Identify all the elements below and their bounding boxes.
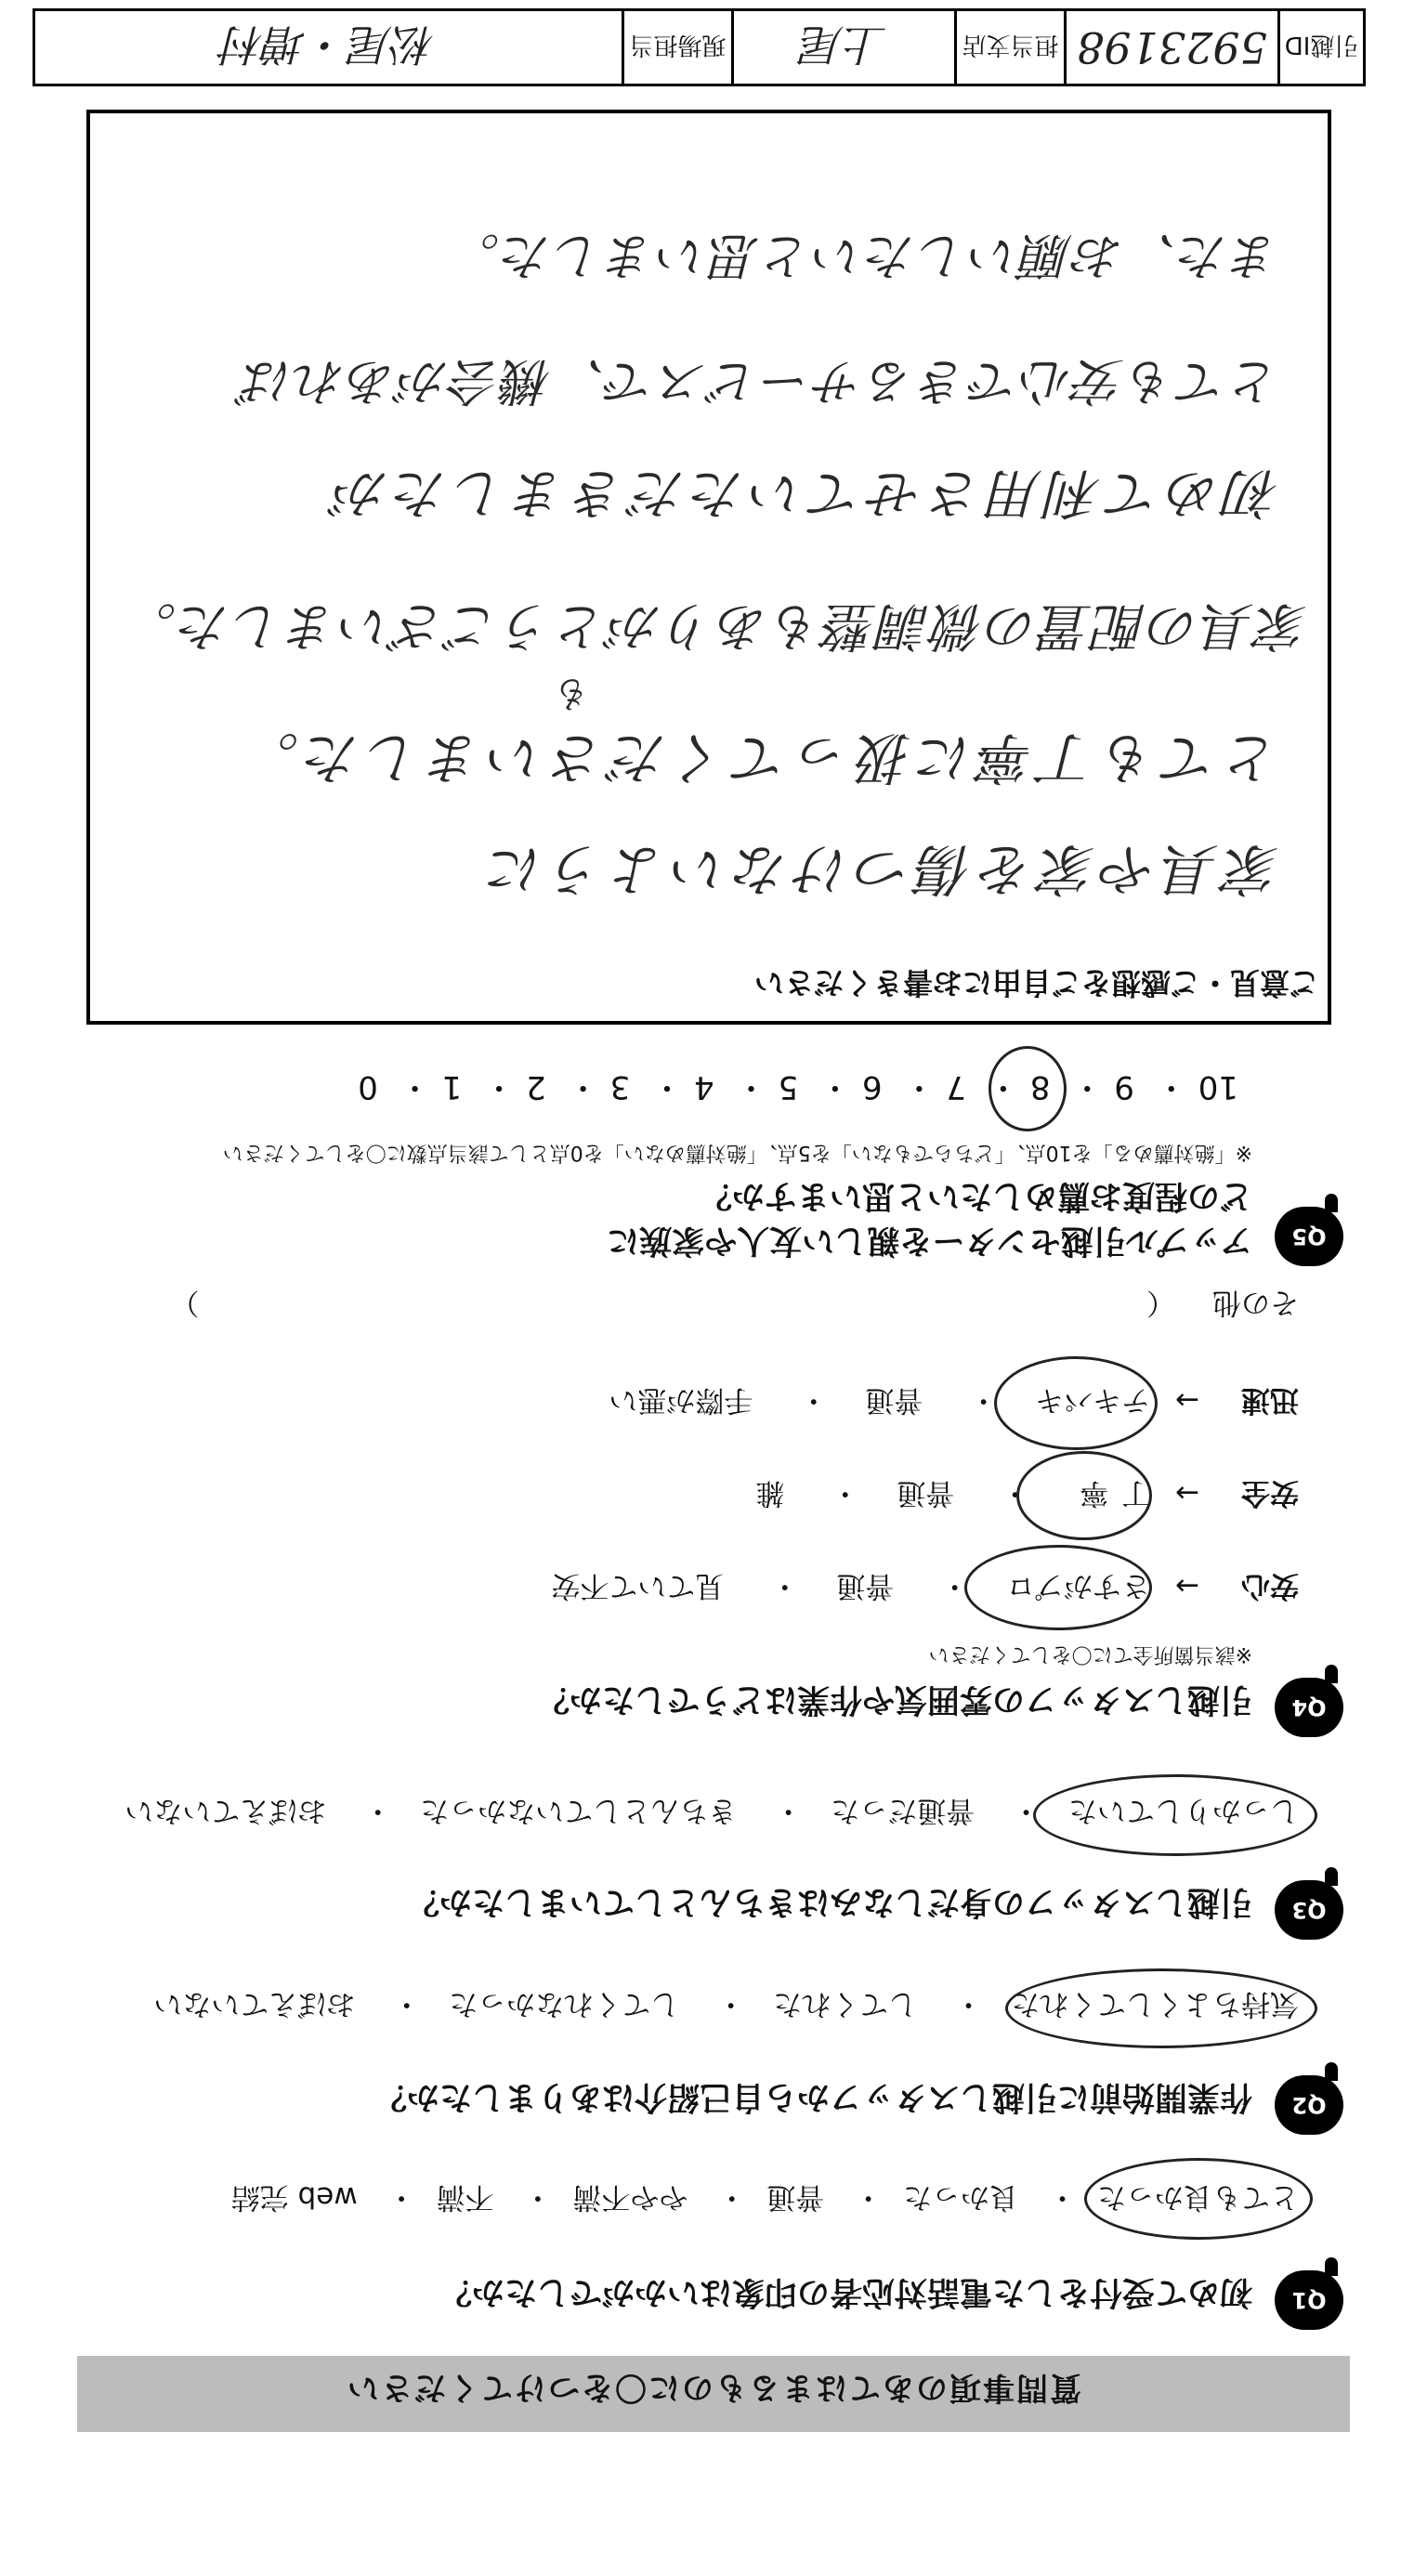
q4-row-label: 安心	[1241, 1569, 1299, 1602]
q5-score-0[interactable]: 0	[358, 1068, 378, 1105]
q3-option-3[interactable]: きちんとしていなかった	[420, 1794, 738, 1827]
q5-score-8[interactable]: 8	[1029, 1068, 1051, 1105]
q4-anshin-selection-circle	[964, 1545, 1152, 1630]
q4-anzen-opt-3[interactable]: 雑	[755, 1476, 785, 1510]
q3-options: しっかりしていた・ 普通だった・ きちんとしていなかった・ おぼえていない	[124, 1793, 1299, 1835]
q5-score-3[interactable]: 3	[609, 1068, 631, 1105]
comment-line-3: 家具の配置の微調整もありがとうございました。	[123, 595, 1308, 656]
q5-score-7[interactable]: 7	[946, 1068, 967, 1105]
q1-selection-circle	[1084, 2158, 1313, 2240]
q4-other-close: ）	[170, 1286, 200, 1319]
q4-row-label: 迅速	[1241, 1383, 1299, 1417]
q5-selection-circle	[989, 1046, 1067, 1131]
q4-jinsoku-selection-circle	[994, 1356, 1158, 1450]
q3-option-1[interactable]: しっかりしていた	[1068, 1794, 1299, 1827]
q4-other-open: （	[1146, 1286, 1176, 1319]
branch-value: 上尾	[801, 20, 887, 70]
q4-anshin-opt-1[interactable]: さすがプロ	[1006, 1569, 1151, 1602]
staff-info-table	[33, 8, 1366, 86]
q2-option-2[interactable]: してくれた	[773, 1987, 918, 2020]
q4-row-jinsoku: 迅速→ テキパキ・ 普通・ 手際が悪い	[609, 1382, 1299, 1424]
q4-badge: Q4	[1275, 1678, 1343, 1737]
comment-line-1: 家具や家を傷つけないように	[483, 836, 1280, 901]
q1-option-2[interactable]: 良かった	[903, 2180, 1019, 2214]
instruction-text: 質問事項のあてはまるものに〇をつけてください	[346, 2369, 1081, 2406]
q4-anzen-opt-2[interactable]: 普通	[897, 1476, 955, 1510]
instruction-banner	[77, 2356, 1350, 2432]
comment-line-2: とても丁寧に扱ってくださいました。	[238, 725, 1280, 790]
q4-anzen-opt-1[interactable]: 丁寧	[1067, 1476, 1151, 1510]
q4-row-anshin: 安心→ さすがプロ・ 普通・ 見ていて不安	[551, 1568, 1299, 1610]
comment-line-4: 初めて利用させていただきましたが	[328, 462, 1280, 525]
q4-jinsoku-opt-3[interactable]: 手際が悪い	[609, 1383, 753, 1417]
q4-row-label: 安全	[1241, 1476, 1299, 1510]
q3-option-4[interactable]: おぼえていない	[124, 1794, 327, 1827]
q5-scale: 10・ 9・ 8・ 7・ 6・ 5・ 4・ 3・ 2・ 1・ 0	[358, 1068, 1238, 1105]
field-leader-value: 松尾・増村	[221, 20, 436, 70]
q3-selection-circle	[1033, 1774, 1317, 1856]
q2-selection-circle	[1005, 1968, 1317, 2048]
q4-note: ※該当箇所全てに〇をしてください	[928, 1642, 1252, 1666]
q1-option-3[interactable]: 普通	[766, 2180, 825, 2214]
q1-option-1[interactable]: とても良かった	[1097, 2180, 1299, 2214]
q4-jinsoku-opt-2[interactable]: 普通	[865, 1383, 923, 1417]
q2-badge: Q2	[1275, 2075, 1343, 2135]
q4-anshin-opt-3[interactable]: 見ていて不安	[551, 1569, 725, 1602]
q5-score-1[interactable]: 1	[441, 1068, 463, 1105]
q2-option-1[interactable]: 気持ちよくしてくれた	[1011, 1987, 1299, 2020]
field-leader-label: 現場担当	[629, 31, 727, 59]
q3-question: 引越しスタッフの身だしなみはきちんとしていましたか？	[406, 1883, 1252, 1920]
comment-line-6: また、お願いしたいと思いました。	[448, 227, 1280, 285]
q2-question: 作業開始前に引越しスタッフから自己紹介はありましたか？	[373, 2078, 1252, 2115]
q4-anzen-selection-circle	[1016, 1451, 1152, 1540]
q5-score-2[interactable]: 2	[526, 1068, 546, 1105]
q5-score-9[interactable]: 9	[1114, 1068, 1134, 1105]
q3-badge: Q3	[1275, 1880, 1343, 1940]
q1-option-6[interactable]: web 完結	[230, 2180, 358, 2214]
q2-option-4[interactable]: おぼえていない	[153, 1987, 356, 2020]
q5-question-line1: アップル引越センターを親しい友人や家族に	[607, 1222, 1252, 1259]
q5-score-10[interactable]: 10	[1198, 1068, 1238, 1105]
q2-option-3[interactable]: してくれなかった	[449, 1987, 680, 2020]
move-id-value: 5923198	[1077, 22, 1267, 72]
move-id-label: 引越ID	[1284, 31, 1359, 59]
q3-option-2[interactable]: 普通だった	[831, 1794, 975, 1827]
q4-jinsoku-opt-1[interactable]: テキパキ	[1035, 1383, 1151, 1417]
branch-label: 担当支店	[962, 31, 1059, 59]
q2-options: 気持ちよくしてくれた・ してくれた・ してくれなかった・ おぼえていない	[153, 1986, 1299, 2028]
q5-score-4[interactable]: 4	[694, 1068, 714, 1105]
q4-row-anzen: 安全→ 丁寧・ 普通・ 雑	[755, 1475, 1299, 1517]
q5-question-line2: どの程度お薦めしたいと思いますか？	[699, 1177, 1252, 1214]
q4-question: 引越しスタッフの雰囲気や作業はどうでしたか？	[536, 1680, 1252, 1718]
comment-title: ご意見・ご感想をご自由にお書きください	[753, 965, 1319, 1000]
q5-score-5[interactable]: 5	[778, 1068, 799, 1105]
q4-other-label: その他	[1212, 1286, 1299, 1319]
q1-options: とても良かった・ 良かった・ 普通・ やや不満・ 不満・ web 完結	[231, 2179, 1299, 2221]
q4-other-row	[170, 1285, 1299, 1327]
q1-badge: Q1	[1275, 2270, 1343, 2330]
q5-note: ※「絶対薦める」を10点、「どちらでもない」を5点、「絶対薦めない」を0点として該当点数に〇をしてください	[222, 1141, 1252, 1164]
q1-option-4[interactable]: やや不満	[572, 2180, 688, 2214]
q4-anshin-opt-2[interactable]: 普通	[836, 1569, 895, 1602]
q5-badge: Q5	[1275, 1207, 1343, 1266]
q1-question: 初めて受付をした電話対応者の印象はいかがでしたか？	[439, 2273, 1252, 2310]
q1-option-5[interactable]: 不満	[436, 2180, 494, 2214]
comment-insert-mark: も	[550, 672, 593, 714]
comment-line-5: とても安心できるサービスで、機会があれば	[241, 352, 1280, 411]
q5-score-6[interactable]: 6	[861, 1068, 883, 1105]
